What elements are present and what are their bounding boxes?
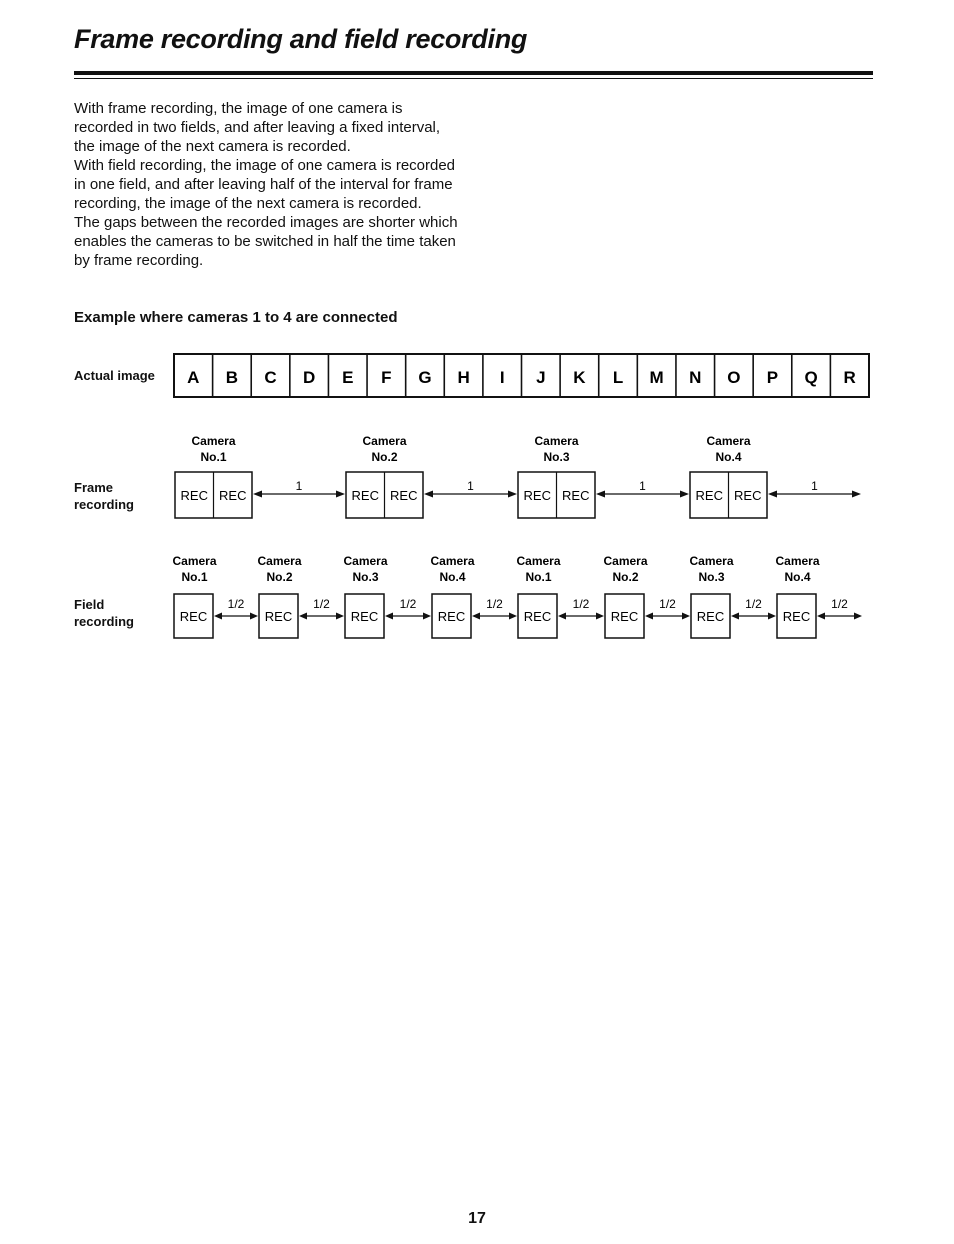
interval-label: 1 <box>639 479 646 493</box>
camera-number: No.4 <box>784 570 811 584</box>
rec-label: REC <box>437 609 466 624</box>
image-cell-c: C <box>264 368 277 387</box>
camera-word: Camera <box>603 554 648 568</box>
frame-camera-3 <box>518 434 689 518</box>
camera-word: Camera <box>257 554 302 568</box>
arrow-head-left <box>596 491 605 498</box>
camera-number: No.3 <box>543 450 570 464</box>
arrow-head-left <box>645 613 653 620</box>
camera-number: No.2 <box>612 570 639 584</box>
field-camera-3 <box>343 554 431 638</box>
arrow-head-left <box>214 613 222 620</box>
image-cell-k: K <box>573 368 586 387</box>
image-cell-p: P <box>766 368 779 387</box>
rec-field-1: REC <box>351 488 379 503</box>
image-cell-q: Q <box>804 368 818 387</box>
arrow-head-left <box>424 491 433 498</box>
page-number: 17 <box>468 1210 486 1227</box>
arrow-head-left <box>472 613 480 620</box>
interval-arrow <box>558 613 604 620</box>
camera-number: No.1 <box>181 570 208 584</box>
camera-word: Camera <box>191 434 236 448</box>
camera-word: Camera <box>516 554 561 568</box>
arrow-head-right <box>596 613 604 620</box>
rec-label: REC <box>782 609 811 624</box>
arrow-head-right <box>680 491 689 498</box>
camera-word: Camera <box>343 554 388 568</box>
camera-number: No.3 <box>698 570 725 584</box>
arrow-head-left <box>299 613 307 620</box>
field-label-line1: Field <box>74 597 105 612</box>
frame-label-line1: Frame <box>74 480 114 495</box>
interval-label: 1/2 <box>572 597 590 611</box>
arrow-head-right <box>682 613 690 620</box>
camera-number: No.2 <box>371 450 398 464</box>
camera-word: Camera <box>689 554 734 568</box>
rec-field-1: REC <box>523 488 551 503</box>
interval-label: 1 <box>295 479 303 493</box>
rec-label: REC <box>179 609 208 624</box>
image-cell-a: A <box>187 368 200 387</box>
interval-label: 1 <box>467 479 474 493</box>
field-camera-8 <box>775 554 862 638</box>
field-camera-5 <box>516 554 604 638</box>
frame-camera-2 <box>346 434 517 518</box>
image-cell-j: J <box>536 368 546 387</box>
rec-field-2: REC <box>390 488 418 503</box>
camera-number: No.1 <box>200 450 227 464</box>
image-cell-h: H <box>457 368 470 387</box>
rec-label: REC <box>264 609 293 624</box>
field-camera-2 <box>257 554 344 638</box>
image-cell-m: M <box>649 368 664 387</box>
interval-label: 1/2 <box>227 597 245 611</box>
arrow-head-right <box>336 491 345 498</box>
interval-label: 1/2 <box>313 597 330 611</box>
arrow-head-right <box>423 613 431 620</box>
frame-camera-4 <box>690 434 861 518</box>
interval-arrow <box>214 613 258 620</box>
rec-field-2: REC <box>734 488 762 503</box>
actual-image-label: Actual image <box>74 368 155 383</box>
interval-label: 1 <box>811 479 818 493</box>
rec-label: REC <box>350 609 379 624</box>
image-cell-d: D <box>302 368 316 387</box>
image-cell-l: L <box>612 368 624 387</box>
arrow-head-right <box>336 613 344 620</box>
paragraph-gaps: The gaps between the recorded images are shorter which enables the cameras to be switched in half the time taken by frame recording. <box>74 214 458 269</box>
arrow-head-right <box>854 613 862 620</box>
arrow-head-left <box>558 613 566 620</box>
field-camera-1 <box>172 554 258 638</box>
interval-label: 1/2 <box>659 597 676 611</box>
rec-field-2: REC <box>562 488 590 503</box>
camera-word: Camera <box>362 434 407 448</box>
paragraph-field-recording: With field recording, the image of one camera is recorded in one field, and after leaving half of the interval for frame recording, the image of the next camera is recorded. <box>74 157 456 212</box>
image-cell-g: G <box>418 368 432 387</box>
arrow-head-left <box>385 613 393 620</box>
rec-field-1: REC <box>180 488 208 503</box>
interval-arrow <box>299 613 344 620</box>
camera-number: No.2 <box>266 570 293 584</box>
actual-image-row <box>174 354 869 397</box>
camera-word: Camera <box>534 434 579 448</box>
interval-arrow <box>472 613 517 620</box>
frame-label-line2: recording <box>74 497 134 512</box>
arrow-head-right <box>768 613 776 620</box>
image-cell-f: F <box>381 368 392 387</box>
interval-arrow <box>731 613 776 620</box>
field-label-line2: recording <box>74 614 134 629</box>
interval-arrow <box>385 613 431 620</box>
interval-label: 1/2 <box>486 597 503 611</box>
interval-label: 1/2 <box>831 597 848 611</box>
image-cell-i: I <box>499 368 505 387</box>
arrow-head-left <box>768 491 777 498</box>
field-camera-4 <box>430 554 517 638</box>
interval-arrow <box>817 613 862 620</box>
camera-number: No.3 <box>352 570 379 584</box>
image-cell-o: O <box>727 368 741 387</box>
arrow-head-right <box>250 613 258 620</box>
camera-word: Camera <box>172 554 217 568</box>
field-camera-7 <box>689 554 776 638</box>
field-recording-row <box>172 554 862 638</box>
arrow-head-right <box>509 613 517 620</box>
rec-label: REC <box>696 609 725 624</box>
image-cell-e: E <box>342 368 354 387</box>
rec-label: REC <box>610 609 639 624</box>
camera-number: No.4 <box>439 570 466 584</box>
camera-word: Camera <box>775 554 820 568</box>
frame-recording-row <box>175 434 861 518</box>
rec-field-1: REC <box>695 488 723 503</box>
field-camera-6 <box>603 554 690 638</box>
arrow-head-left <box>253 491 262 498</box>
paragraph-frame-recording: With frame recording, the image of one camera is recorded in two fields, and after leaving a fixed interval, the image of the next camera is recorded. <box>74 100 441 155</box>
camera-number: No.1 <box>525 570 552 584</box>
frame-camera-1 <box>175 434 345 518</box>
image-cell-n: N <box>689 368 702 387</box>
page-title: Frame recording and field recording <box>74 24 528 54</box>
camera-word: Camera <box>430 554 475 568</box>
interval-arrow <box>645 613 690 620</box>
arrow-head-right <box>508 491 517 498</box>
rec-label: REC <box>523 609 552 624</box>
arrow-head-left <box>731 613 739 620</box>
example-heading: Example where cameras 1 to 4 are connected <box>74 309 398 326</box>
arrow-head-left <box>817 613 825 620</box>
rec-field-2: REC <box>219 488 247 503</box>
camera-word: Camera <box>706 434 751 448</box>
image-cell-b: B <box>225 368 239 387</box>
camera-number: No.4 <box>715 450 742 464</box>
interval-label: 1/2 <box>399 597 417 611</box>
image-cell-r: R <box>843 368 856 387</box>
arrow-head-right <box>852 491 861 498</box>
interval-label: 1/2 <box>745 597 762 611</box>
